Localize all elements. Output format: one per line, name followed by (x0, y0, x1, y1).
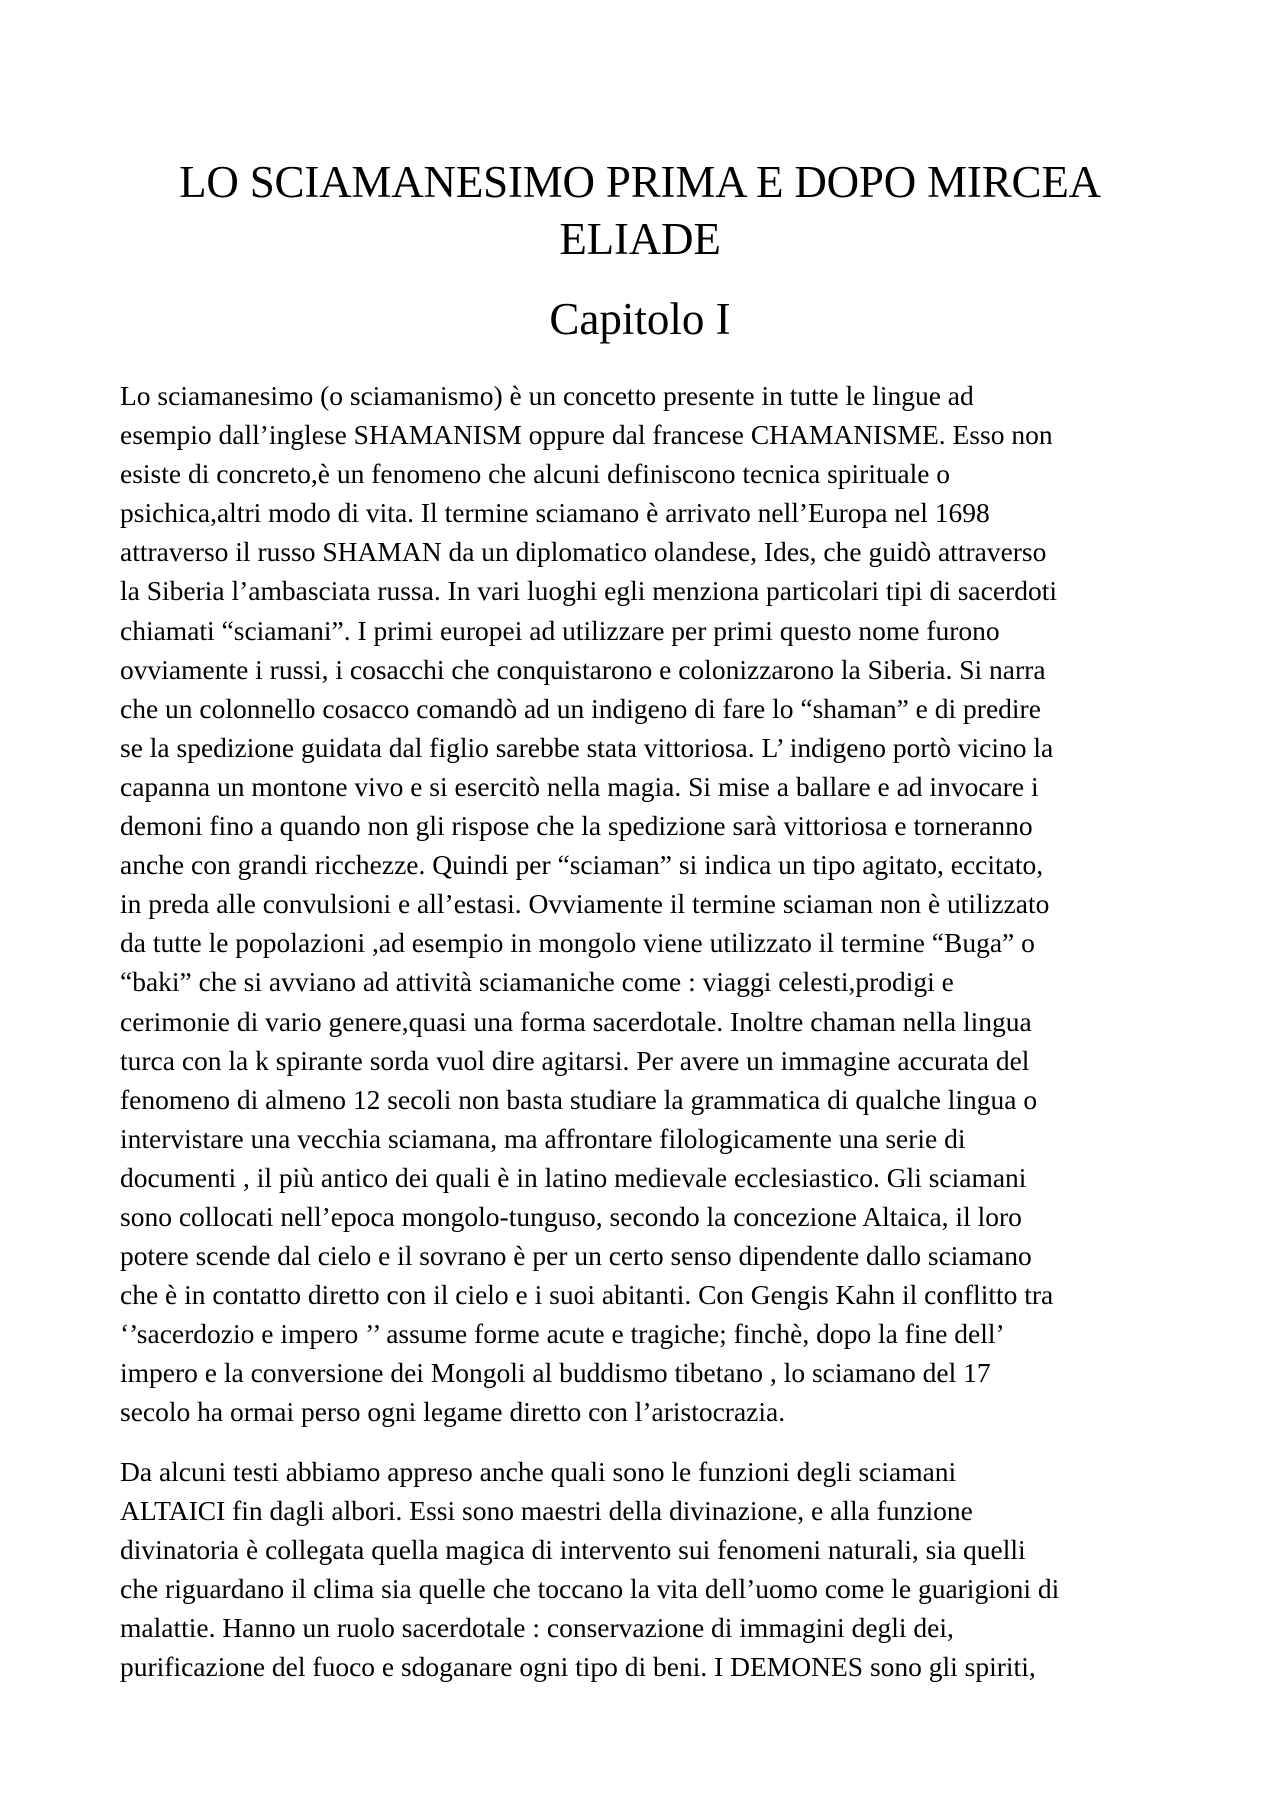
text-line: secolo ha ormai perso ogni legame diretto con l’aristocrazia. (120, 1396, 786, 1428)
text-line: documenti , il più antico dei quali è in latino medievale ecclesiastico. Gli sciamani (120, 1161, 1027, 1193)
text-line: purificazione del fuoco e sdoganare ogni tipo di beni. I DEMONES sono gli spiriti, (120, 1651, 1036, 1682)
text-line: capanna un montone vivo e si esercitò nella magia. Si mise a ballare e ad invocare i (120, 770, 1039, 802)
text-line: chiamati “sciamani”. I primi europei ad utilizzare per primi questo nome furono (120, 614, 1000, 646)
document-title: LO SCIAMANESIMO PRIMA E DOPO MIRCEA ELIADE (179, 157, 1101, 264)
text-line: in preda alle convulsioni e all’estasi. Ovviamente il termine sciaman non è utilizzato (120, 888, 1050, 920)
text-line: ovviamente i russi, i cosacchi che conquistarono e colonizzarono la Siberia. Si narra (120, 653, 1046, 685)
text-line: esempio dall’inglese SHAMANISM oppure dal francese CHAMANISME. Esso non (120, 419, 1053, 451)
chapter-heading: Capitolo I (549, 294, 731, 344)
text-line: se la spedizione guidata dal figlio sarebbe stata vittoriosa. L’ indigeno portò vicino la (120, 731, 1054, 763)
text-line: cerimonie di vario genere,quasi una forma sacerdotale. Inoltre chaman nella lingua (120, 1005, 1032, 1037)
paragraph (120, 376, 1160, 1432)
text-line: che riguardano il clima sia quelle che toccano la vita dell’uomo come le guarigioni di (120, 1572, 1060, 1604)
text-line: la Siberia l’ambasciata russa. In vari luoghi egli menziona particolari tipi di sacerdoti (120, 575, 1057, 607)
text-line: demoni fino a quando non gli rispose che la spedizione sarà vittoriosa e torneranno (120, 810, 1033, 842)
text-line: “baki” che si avviano ad attività sciamaniche come : viaggi celesti,prodigi e (120, 966, 954, 998)
paragraph (120, 1452, 1160, 1687)
body-text (120, 376, 1160, 1706)
text-line: Da alcuni testi abbiamo appreso anche quali sono le funzioni degli sciamani (120, 1455, 957, 1487)
text-line: fenomeno di almeno 12 secoli non basta studiare la grammatica di qualche lingua o (120, 1083, 1038, 1115)
text-line: sono collocati nell’epoca mongolo-tunguso, secondo la concezione Altaica, il loro (120, 1200, 1022, 1232)
text-line: malattie. Hanno un ruolo sacerdotale : conservazione di immagini degli dei, (120, 1611, 954, 1643)
text-line: divinatoria è collegata quella magica di intervento sui fenomeni naturali, sia quelli (120, 1533, 1026, 1565)
text-line: anche con grandi ricchezze. Quindi per “sciaman” si indica un tipo agitato, eccitato, (120, 849, 1044, 881)
text-line: impero e la conversione dei Mongoli al buddismo tibetano , lo sciamano del 17 (120, 1357, 991, 1389)
text-line: Lo sciamanesimo (o sciamanismo) è un concetto presente in tutte le lingue ad (120, 380, 974, 411)
text-line: intervistare una vecchia sciamana, ma affrontare filologicamente una serie di (120, 1122, 966, 1154)
text-line: che un colonnello cosacco comandò ad un indigeno di fare lo “shaman” e di predire (120, 692, 1041, 724)
text-line: psichica,altri modo di vita. Il termine sciamano è arrivato nell’Europa nel 1698 (120, 497, 990, 529)
text-line: ALTAICI fin dagli albori. Essi sono maestri della divinazione, e alla funzione (120, 1494, 973, 1526)
text-line: che è in contatto diretto con il cielo e i suoi abitanti. Con Gengis Kahn il conflitto tra (120, 1279, 1054, 1311)
text-line: esiste di concreto,è un fenomeno che alcuni definiscono tecnica spirituale o (120, 458, 951, 490)
text-line: attraverso il russo SHAMAN da un diplomatico olandese, Ides, che guidò attraverso (120, 536, 1047, 568)
text-line: turca con la k spirante sorda vuol dire agitarsi. Per avere un immagine accurata del (120, 1044, 1030, 1076)
text-line: da tutte le popolazioni ,ad esempio in mongolo viene utilizzato il termine “Buga” o (120, 927, 1035, 959)
text-line: ‘’sacerdozio e impero ’’ assume forme acute e tragiche; finchè, dopo la fine dell’ (120, 1318, 1005, 1350)
text-line: potere scende dal cielo e il sovrano è per un certo senso dipendente dallo sciamano (120, 1240, 1032, 1272)
